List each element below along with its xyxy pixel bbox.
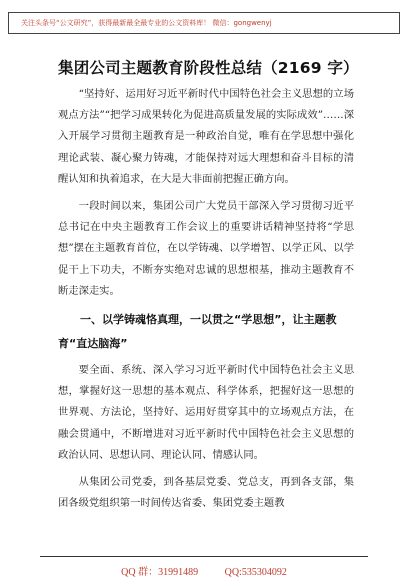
paragraph-section-continued: 从集团公司党委，到各基层党委、党总支，再到各支部，集团各级党组织第一时间传达省委、集团党委主题教 — [58, 476, 354, 510]
footer-contact — [40, 563, 368, 578]
footer — [40, 556, 368, 578]
paragraph-section-body: 要全面、系统、深入学习习近平新时代中国特色社会主义思想，掌握好这一思想的基本观点、科学体系，把握好这一思想的世界观、方法论，坚持好、运用好贯穿其中的立场观点方法，在融会贯通中，不断增进对习近平新时代中国特色社会主义思想的政治认同、思想认同、理论认同、情感认同。 — [58, 364, 354, 461]
header-banner: 关注头条号“公文研究”，获得最新最全最专业的公文资料库！ 微信：gongwenyj — [8, 12, 400, 34]
document-body — [58, 84, 354, 520]
section-heading: 一、以学铸魂恪真理，一以贯之“学思想”，让主题教育“直达脑海” — [58, 313, 337, 351]
footer-qq-group: QQ 群：31991489 — [121, 567, 199, 578]
document-title: 集团公司主题教育阶段性总结（2169 字） — [58, 59, 359, 77]
paragraph-intro: “坚持好、运用好习近平新时代中国特色社会主义思想的立场观点方法”“把学习成果转化为促进高质量发展的实际成效”……深入开展学习贯彻主题教育是一种政治自觉，唯有在学思想中强化理论武装、凝心聚力铸魂，才能保持对远大理想和奋斗目标的清醒认知和执着追求，在大是大非面前把握正确方向。 — [58, 88, 354, 185]
footer-qq-number: QQ:535304092 — [224, 567, 287, 578]
paragraph-summary: 一段时间以来，集团公司广大党员干部深入学习贯彻习近平总书记在中央主题教育工作会议上的重要讲话精神坚持将“学思想”摆在主题教育首位，在以学铸魂、以学增智、以学正风、以学促干上下功夫，不断夯实绝对忠诚的思想根基，推动主题教育不断走深走实。 — [58, 200, 354, 297]
